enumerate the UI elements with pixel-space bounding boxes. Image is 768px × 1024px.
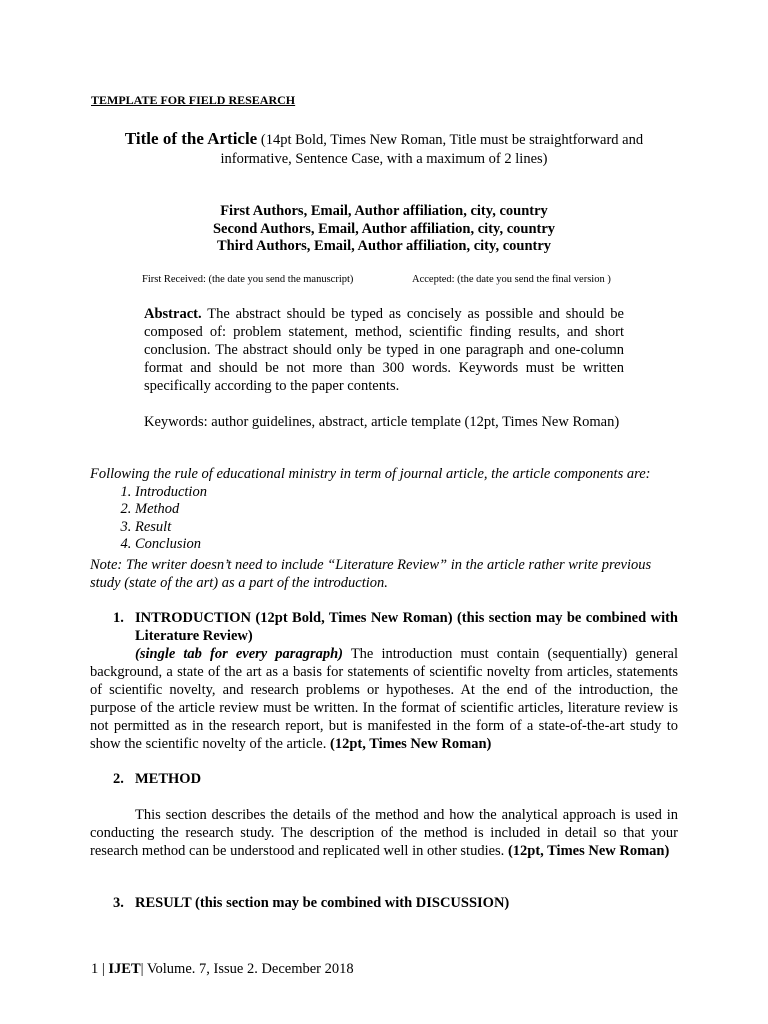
list-item: 4. Conclusion — [135, 536, 680, 554]
first-received-date: First Received: (the date you send the manuscript) — [142, 274, 354, 285]
abstract-text: The abstract should be typed as concisely as possible and should be composed of: problem statement, method, scientific finding results, and short conclusion. The abstract should only be typed in one paragraph and one-column format and should be not more than 300 words. Keywords must be written specifically according to the paper contents. — [144, 306, 624, 394]
accepted-date: Accepted: (the date you send the final version ) — [412, 274, 611, 285]
section-heading: RESULT (this section may be combined with DISCUSSION) — [135, 895, 510, 911]
section-number: 3. — [113, 895, 124, 911]
section-number: 2. — [113, 771, 124, 787]
abstract-label: Abstract. — [144, 306, 202, 322]
author-line: Second Authors, Email, Author affiliation, city, country — [212, 220, 556, 237]
article-title-note: (14pt Bold, Times New Roman, Title must be straightforward and informative, Sentence Case, with a maximum of 2 lines) — [220, 132, 644, 167]
paragraph-lead: (single tab for every paragraph) — [135, 646, 343, 662]
author-line: Third Authors, Email, Author affiliation, city, country — [216, 238, 552, 254]
issue-info: | Volume. 7, Issue 2. December 2018 — [140, 961, 354, 977]
components-list — [90, 484, 680, 554]
template-label: TEMPLATE FOR FIELD RESEARCH — [91, 93, 296, 107]
section-introduction — [90, 609, 678, 753]
abstract — [144, 305, 624, 395]
page-number: 1 | — [91, 961, 109, 977]
author-list — [90, 203, 678, 256]
components-block — [90, 466, 680, 554]
paragraph-tail: (12pt, Times New Roman) — [329, 736, 492, 752]
section-paragraph — [90, 645, 678, 753]
journal-name: IJET — [108, 961, 141, 977]
section-heading: METHOD — [135, 771, 202, 787]
section-method — [90, 770, 678, 860]
author-line: First Authors, Email, Author affiliation, city, country — [220, 203, 548, 219]
components-intro: Following the rule of educational ministry in term of journal article, the article components are: — [90, 466, 651, 482]
article-title: Title of the Article — [124, 129, 258, 148]
list-item: 3. Result — [135, 519, 680, 537]
list-item: 1. Introduction — [135, 484, 680, 502]
section-heading: INTRODUCTION (12pt Bold, Times New Roman) (this section may be combined with Literature Review) — [135, 610, 678, 644]
section-result — [90, 894, 678, 912]
section-number: 1. — [113, 610, 124, 626]
paragraph-tail: (12pt, Times New Roman) — [507, 843, 670, 859]
paragraph-body: The introduction must contain (sequentially) general background, a state of the art as a basis for statements of scientific novelty from articles, statements of scientific novelty, and research problems or hypotheses. At the end of the introduction, the purpose of the article review must be written. In the format of scientific articles, literature review is not permitted as in the research report, but is manifested in the form of a state-of-the-art study to show the scientific novelty of the article. — [90, 646, 678, 752]
list-item: 2. Method — [135, 501, 680, 519]
keywords: Keywords: author guidelines, abstract, article template (12pt, Times New Roman) — [144, 414, 620, 430]
article-title-block — [90, 129, 678, 169]
section-paragraph — [90, 806, 678, 860]
page-footer — [91, 961, 354, 978]
paragraph-body: This section describes the details of the method and how the analytical approach is used in conducting the research study. The description of the method is included in detail so that your research method can be understood and replicated well in other studies. — [90, 807, 678, 859]
components-note: Note: The writer doesn’t need to include “Literature Review” in the article rather write previous study (state of the art) as a part of the introduction. — [90, 557, 652, 591]
